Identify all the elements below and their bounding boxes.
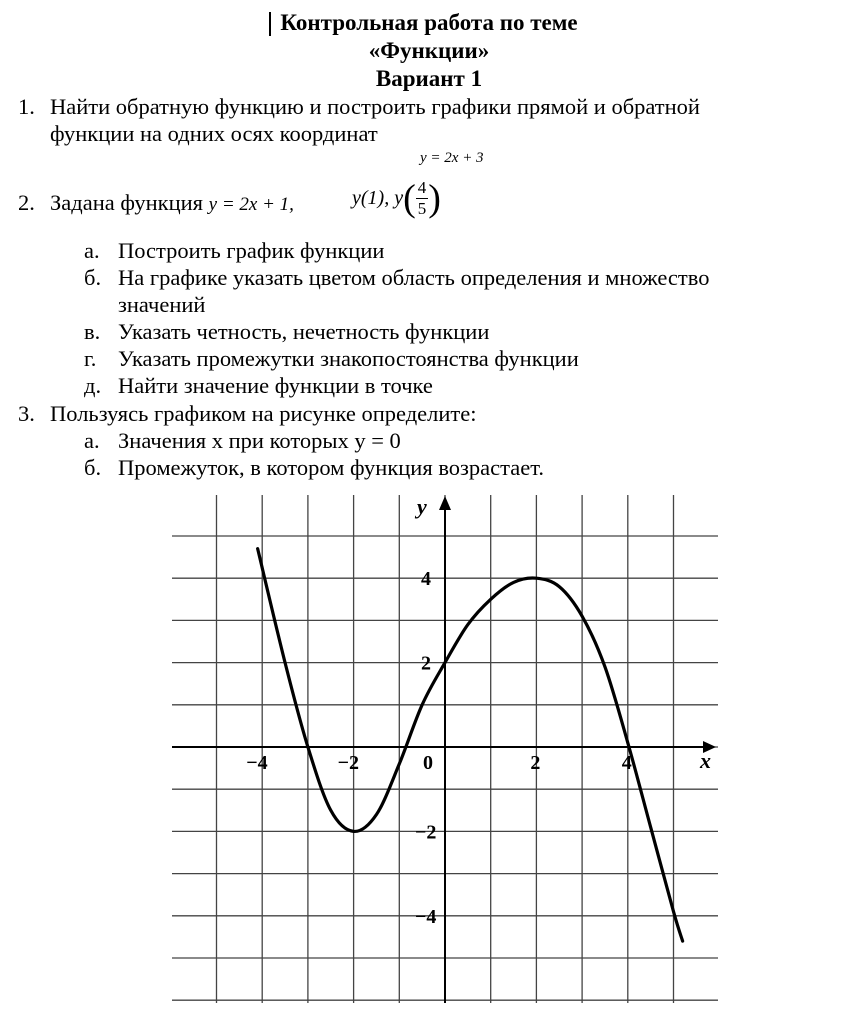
- task2-item-a: Построить график функции: [118, 238, 385, 263]
- task2-text: Задана функция: [50, 190, 204, 215]
- task2-item-e: Найти значение функции в точке: [118, 373, 433, 398]
- task3-item-a-marker: а.: [84, 428, 100, 453]
- y-tick-label: 4: [421, 568, 431, 591]
- y-tick-label: −4: [415, 905, 437, 928]
- y-axis-arrow: [439, 496, 451, 510]
- task2-value-y1: y(1),: [352, 187, 390, 209]
- task2-item-c: Указать четность, нечетность функции: [118, 319, 490, 344]
- x-tick-label: −4: [246, 752, 268, 774]
- task2-item-a-marker: а.: [84, 238, 100, 263]
- task2-item-b-cont: значений: [118, 292, 206, 317]
- task1-text-line2: функции на одних осях координат: [50, 121, 378, 146]
- fraction-numerator: 4: [417, 178, 427, 197]
- task2-number: 2.: [18, 190, 35, 215]
- task3-item-b: Промежуток, в котором функция возрастает.: [118, 455, 544, 480]
- task1-formula: y = 2x + 3: [420, 150, 484, 166]
- task2-item-c-marker: в.: [84, 319, 101, 344]
- page-title: Контрольная работа по теме: [280, 10, 578, 35]
- x-axis-label: x: [700, 748, 711, 773]
- y-tick-label: −2: [415, 821, 437, 844]
- axes: [172, 496, 716, 1003]
- page-subtitle: «Функции»: [368, 38, 490, 63]
- task3-item-a: Значения x при которых y = 0: [118, 428, 401, 453]
- function-curve: [258, 549, 683, 941]
- task1-text-line1: Найти обратную функцию и построить графики прямой и обратной: [50, 94, 700, 119]
- task3-item-b-marker: б.: [84, 455, 102, 480]
- x-tick-label: 0: [423, 752, 433, 774]
- y-tick-label: 2: [421, 652, 431, 675]
- task3-number: 3.: [18, 401, 35, 426]
- task2-item-e-marker: д.: [84, 373, 102, 398]
- y-axis-label: y: [417, 494, 427, 519]
- variant-label: Вариант 1: [375, 66, 483, 91]
- task2-item-d-marker: г.: [84, 346, 97, 371]
- task2-item-d: Указать промежутки знакопостоянства функции: [118, 346, 579, 371]
- task2-item-b: На графике указать цветом область определения и множество: [118, 265, 710, 290]
- fraction-denominator: 5: [417, 199, 427, 218]
- x-tick-label: −2: [337, 752, 360, 774]
- task1-number: 1.: [18, 94, 35, 119]
- task2-item-b-marker: б.: [84, 265, 102, 290]
- x-tick-label: 2: [530, 752, 541, 774]
- task2-values: y(1), y( $\frac{4}{5}$ ): [352, 177, 441, 220]
- x-tick-label: 4: [621, 752, 632, 774]
- task2-formula: y = 2x + 1,: [208, 194, 294, 215]
- task3-text: Пользуясь графиком на рисунке определите:: [50, 401, 477, 426]
- task2-value-y-prefix: y: [394, 187, 404, 209]
